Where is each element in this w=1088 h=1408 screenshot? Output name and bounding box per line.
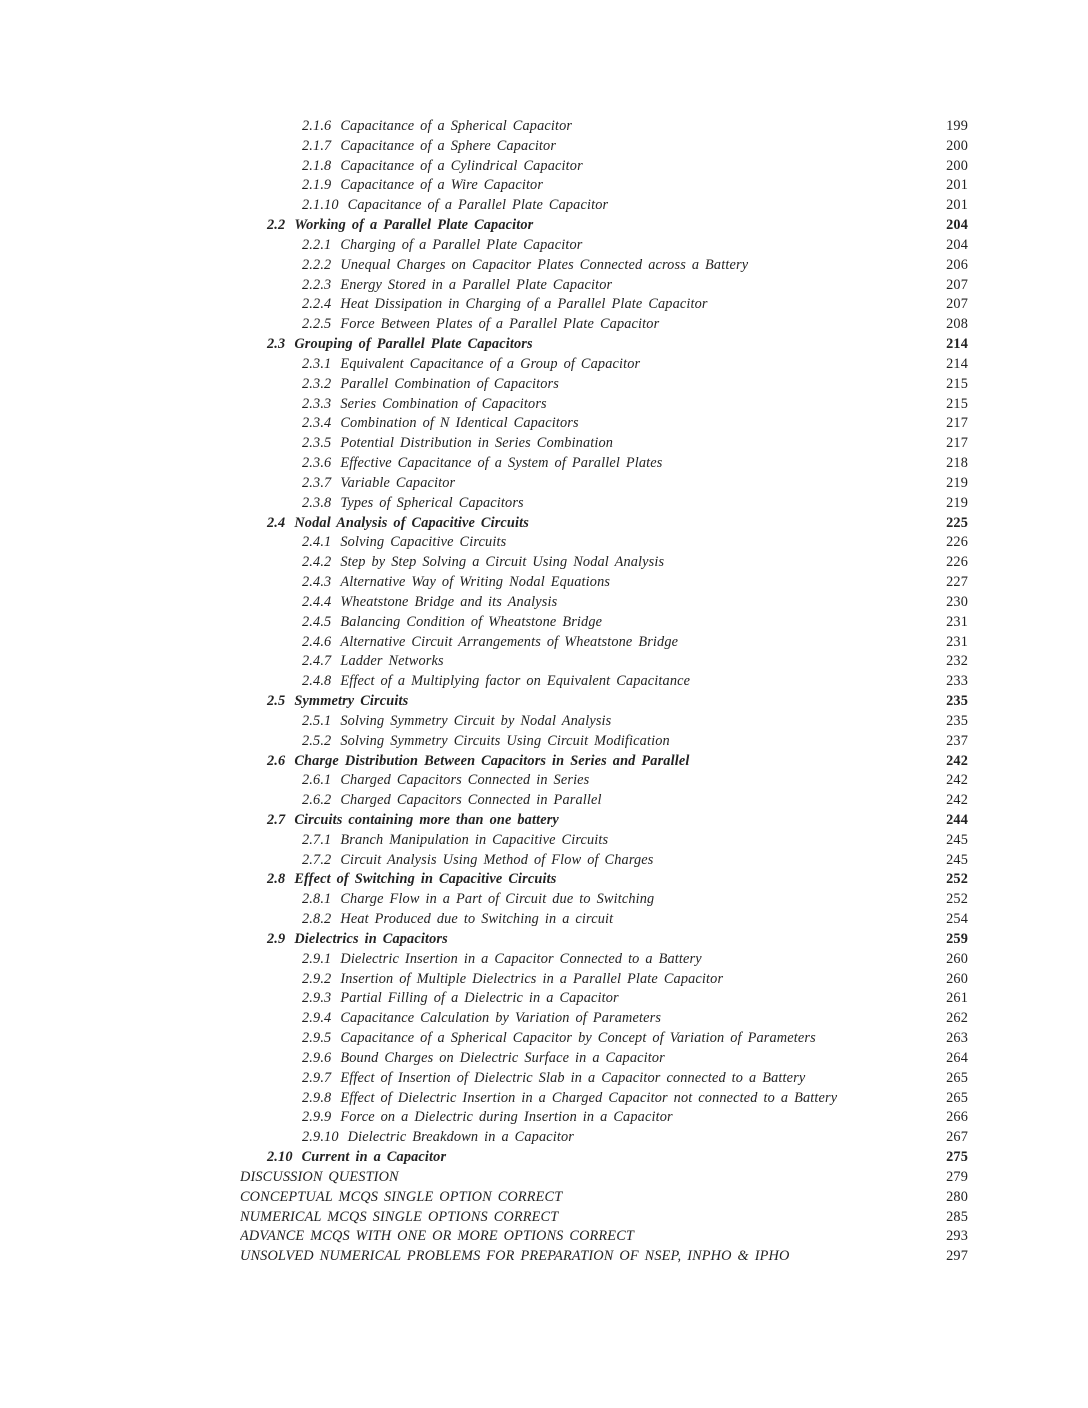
toc-entry (240, 137, 968, 157)
toc-entry-number: 2.4.7 (302, 653, 332, 670)
toc-entry-text (240, 276, 928, 296)
toc-entry-page: 265 (946, 1069, 968, 1086)
toc-entry-text (240, 1208, 928, 1228)
toc-entry-title: Working of a Parallel Plate Capacitor (294, 217, 534, 234)
toc-entry-page: 260 (946, 950, 968, 967)
toc-entry (240, 811, 968, 831)
toc-entry-page: 204 (946, 236, 968, 253)
toc-entry-page: 267 (946, 1129, 968, 1146)
toc-entry-page: 230 (946, 593, 968, 610)
toc-entry-page: 201 (946, 197, 968, 214)
toc-entry (240, 1128, 968, 1148)
toc-entry-page: 201 (946, 177, 968, 194)
toc-entry-number: 2.8.1 (302, 891, 332, 908)
toc-entry-title: Combination of N Identical Capacitors (340, 415, 579, 432)
toc-entry-number: 2.7.2 (302, 851, 332, 868)
toc-entry (240, 633, 968, 653)
toc-entry-page: 217 (946, 435, 968, 452)
toc-entry-text (240, 593, 928, 613)
toc-entry-title: Charge Distribution Between Capacitors in Series and Parallel (294, 752, 690, 769)
toc-entry (240, 434, 968, 454)
toc-entry-page: 232 (946, 653, 968, 670)
toc-entry (240, 712, 968, 732)
toc-entry (240, 692, 968, 712)
toc-entry-title: Circuit Analysis Using Method of Flow of Charges (340, 851, 654, 868)
toc-entry-title: Capacitance of a Wire Capacitor (340, 177, 544, 194)
toc-entry-title: Nodal Analysis of Capacitive Circuits (294, 514, 529, 531)
toc-entry (240, 930, 968, 950)
toc-entry-page: 264 (946, 1049, 968, 1066)
toc-entry-text (240, 930, 928, 950)
toc-entry-text (240, 533, 928, 553)
toc-entry-text (240, 117, 928, 137)
toc-entry-text (240, 633, 928, 653)
toc-entry-page: 262 (946, 1010, 968, 1027)
toc-entry-number: 2.8 (267, 871, 286, 888)
toc-entry-text (240, 831, 928, 851)
toc-entry (240, 375, 968, 395)
toc-entry-number: 2.3.6 (302, 455, 332, 472)
toc-entry-page: 214 (946, 355, 968, 372)
toc-entry-text (240, 1108, 928, 1128)
toc-entry-page: 217 (946, 415, 968, 432)
toc-entry-title: DISCUSSION QUESTION (240, 1168, 399, 1185)
toc-entry-page: 245 (946, 831, 968, 848)
toc-entry-title: Energy Stored in a Parallel Plate Capacitor (340, 276, 613, 293)
toc-entry-text (240, 494, 928, 514)
toc-entry-title: Current in a Capacitor (301, 1149, 447, 1166)
toc-entry-title: Effective Capacitance of a System of Parallel Plates (340, 455, 663, 472)
toc-entry-page: 226 (946, 554, 968, 571)
toc-entry-title: Capacitance Calculation by Variation of Parameters (340, 1010, 662, 1027)
toc-entry-text (240, 474, 928, 494)
toc-entry-text (240, 732, 928, 752)
toc-entry-number: 2.9 (267, 930, 286, 947)
toc-entry-page: 263 (946, 1030, 968, 1047)
toc-entry-page: 260 (946, 970, 968, 987)
toc-entry-page: 242 (946, 792, 968, 809)
toc-entry (240, 1009, 968, 1029)
toc-entry-number: 2.2 (267, 217, 286, 234)
toc-entry-text (240, 811, 928, 831)
toc-entry (240, 295, 968, 315)
toc-entry-text (240, 137, 928, 157)
toc-entry-page: 227 (946, 574, 968, 591)
toc-entry-number: 2.2.3 (302, 276, 332, 293)
toc-entry (240, 870, 968, 890)
toc-entry-number: 2.3.7 (302, 474, 332, 491)
toc-entry-page: 218 (946, 455, 968, 472)
toc-entry-title: Branch Manipulation in Capacitive Circuits (340, 831, 609, 848)
toc-entry-text (240, 1089, 928, 1109)
toc-entry-number: 2.4.2 (302, 554, 332, 571)
toc-entry-title: Grouping of Parallel Plate Capacitors (294, 336, 533, 353)
toc-entry-text (240, 315, 928, 335)
toc-entry (240, 1168, 968, 1188)
toc-entry (240, 514, 968, 534)
toc-entry-number: 2.3.8 (302, 494, 332, 511)
toc-entry-title: Heat Produced due to Switching in a circuit (340, 911, 614, 928)
toc-entry-number: 2.4.1 (302, 534, 332, 551)
toc-entry-title: Variable Capacitor (340, 474, 456, 491)
toc-entry-text (240, 1148, 928, 1168)
toc-entry (240, 494, 968, 514)
toc-entry-text (240, 434, 928, 454)
toc-entry-number: 2.7.1 (302, 831, 332, 848)
toc-entry-title: Force on a Dielectric during Insertion in a Capacitor (340, 1109, 673, 1126)
toc-entry-title: Heat Dissipation in Charging of a Parallel Plate Capacitor (340, 296, 708, 313)
toc-entry (240, 771, 968, 791)
toc-entry (240, 1049, 968, 1069)
toc-list (240, 117, 968, 1267)
toc-entry-title: ADVANCE MCQS WITH ONE OR MORE OPTIONS CORRECT (240, 1228, 634, 1245)
toc-entry-page: 265 (946, 1089, 968, 1106)
toc-entry-page: 200 (946, 137, 968, 154)
toc-entry-text (240, 870, 928, 890)
toc-entry-title: Charging of a Parallel Plate Capacitor (340, 236, 583, 253)
toc-entry-text (240, 752, 928, 772)
toc-entry-number: 2.3.5 (302, 435, 332, 452)
toc-entry-title: Solving Capacitive Circuits (340, 534, 507, 551)
toc-entry-page: 215 (946, 375, 968, 392)
toc-entry-text (240, 454, 928, 474)
toc-entry-title: Step by Step Solving a Circuit Using Nodal Analysis (340, 554, 665, 571)
toc-entry-title: Solving Symmetry Circuit by Nodal Analysis (340, 712, 612, 729)
toc-entry-number: 2.2.2 (302, 256, 332, 273)
toc-entry-title: Insertion of Multiple Dielectrics in a Parallel Plate Capacitor (340, 970, 724, 987)
toc-entry (240, 157, 968, 177)
toc-entry-title: Charged Capacitors Connected in Parallel (340, 792, 602, 809)
toc-entry-number: 2.3.2 (302, 375, 332, 392)
toc-entry-text (240, 890, 928, 910)
toc-entry-page: 242 (946, 752, 968, 769)
toc-entry-title: Balancing Condition of Wheatstone Bridge (340, 613, 603, 630)
toc-entry-text (240, 157, 928, 177)
toc-entry-page: 235 (946, 712, 968, 729)
toc-entry-page: 225 (946, 514, 968, 531)
toc-entry-number: 2.4.3 (302, 574, 332, 591)
toc-entry (240, 196, 968, 216)
toc-entry-title: Capacitance of a Cylindrical Capacitor (340, 157, 583, 174)
toc-entry-number: 2.9.1 (302, 950, 332, 967)
toc-entry (240, 1188, 968, 1208)
toc-entry-page: 207 (946, 296, 968, 313)
toc-entry-number: 2.8.2 (302, 911, 332, 928)
toc-entry (240, 533, 968, 553)
toc-entry-title: Circuits containing more than one battery (294, 811, 559, 828)
toc-entry-title: Effect of a Multiplying factor on Equivalent Capacitance (340, 673, 691, 690)
toc-entry-title: NUMERICAL MCQS SINGLE OPTIONS CORRECT (240, 1208, 559, 1225)
toc-entry (240, 1069, 968, 1089)
toc-entry-text (240, 295, 928, 315)
toc-entry-text (240, 1188, 928, 1208)
toc-entry-title: Partial Filling of a Dielectric in a Capacitor (340, 990, 619, 1007)
toc-entry-page: 252 (946, 871, 968, 888)
toc-entry-number: 2.3.1 (302, 355, 332, 372)
toc-entry (240, 890, 968, 910)
toc-entry (240, 474, 968, 494)
toc-entry-page: 214 (946, 336, 968, 353)
toc-entry-title: Ladder Networks (340, 653, 444, 670)
toc-entry (240, 553, 968, 573)
toc-entry (240, 672, 968, 692)
toc-entry (240, 1247, 968, 1267)
toc-entry (240, 851, 968, 871)
toc-entry-title: Potential Distribution in Series Combination (340, 435, 614, 452)
toc-entry-page: 266 (946, 1109, 968, 1126)
toc-entry-page: 231 (946, 633, 968, 650)
toc-entry (240, 454, 968, 474)
toc-entry-title: Dielectrics in Capacitors (294, 930, 448, 947)
toc-entry-page: 285 (946, 1208, 968, 1225)
toc-entry-text (240, 791, 928, 811)
toc-entry-number: 2.1.8 (302, 157, 332, 174)
toc-entry-number: 2.5.2 (302, 732, 332, 749)
toc-entry (240, 989, 968, 1009)
toc-entry-text (240, 910, 928, 930)
toc-entry-page: 200 (946, 157, 968, 174)
toc-entry-page: 199 (946, 118, 968, 134)
toc-entry (240, 1108, 968, 1128)
toc-entry-title: Charged Capacitors Connected in Series (340, 772, 590, 789)
toc-entry-text (240, 851, 928, 871)
toc-entry-page: 279 (946, 1168, 968, 1185)
toc-entry-number: 2.4.6 (302, 633, 332, 650)
toc-entry-number: 2.2.5 (302, 316, 332, 333)
toc-entry-page: 219 (946, 474, 968, 491)
toc-entry-title: Effect of Switching in Capacitive Circuits (294, 871, 557, 888)
toc-entry (240, 1089, 968, 1109)
toc-entry-text (240, 573, 928, 593)
toc-entry-number: 2.4.8 (302, 673, 332, 690)
toc-entry-page: 245 (946, 851, 968, 868)
toc-entry-page: 206 (946, 256, 968, 273)
toc-entry-page: 261 (946, 990, 968, 1007)
toc-entry-title: UNSOLVED NUMERICAL PROBLEMS FOR PREPARATION OF NSEP, INPHO & IPHO (240, 1248, 790, 1265)
toc-entry-page: 231 (946, 613, 968, 630)
toc-entry-title: Solving Symmetry Circuits Using Circuit Modification (340, 732, 670, 749)
toc-entry-text (240, 1227, 928, 1247)
toc-entry-title: Wheatstone Bridge and its Analysis (340, 593, 558, 610)
toc-entry-text (240, 712, 928, 732)
toc-entry (240, 593, 968, 613)
toc-entry-text (240, 256, 928, 276)
toc-entry-page: 254 (946, 911, 968, 928)
toc-entry-text (240, 613, 928, 633)
toc-entry (240, 335, 968, 355)
toc-entry-number: 2.9.6 (302, 1049, 332, 1066)
toc-entry-text (240, 970, 928, 990)
toc-entry (240, 236, 968, 256)
toc-entry-title: Alternative Circuit Arrangements of Wheatstone Bridge (340, 633, 679, 650)
toc-entry-title: Charge Flow in a Part of Circuit due to Switching (340, 891, 655, 908)
toc-entry-title: Unequal Charges on Capacitor Plates Connected across a Battery (340, 256, 749, 273)
toc-entry (240, 176, 968, 196)
toc-entry-page: 297 (946, 1248, 968, 1265)
toc-entry-page: 204 (946, 217, 968, 234)
toc-entry-title: Capacitance of a Spherical Capacitor by Concept of Variation of Parameters (340, 1030, 816, 1047)
toc-entry-text (240, 236, 928, 256)
toc-entry-page: 242 (946, 772, 968, 789)
toc-entry-title: Alternative Way of Writing Nodal Equations (340, 574, 611, 591)
toc-entry-number: 2.4.5 (302, 613, 332, 630)
toc-entry-text (240, 1168, 928, 1188)
toc-entry (240, 276, 968, 296)
toc-entry-number: 2.9.9 (302, 1109, 332, 1126)
toc-entry-number: 2.9.4 (302, 1010, 332, 1027)
toc-entry-page: 237 (946, 732, 968, 749)
toc-entry-text (240, 989, 928, 1009)
toc-entry-number: 2.6.1 (302, 772, 332, 789)
toc-entry-number: 2.9.8 (302, 1089, 332, 1106)
toc-entry-title: CONCEPTUAL MCQS SINGLE OPTION CORRECT (240, 1188, 563, 1205)
toc-entry (240, 216, 968, 236)
toc-entry-number: 2.4 (267, 514, 286, 531)
toc-entry-number: 2.2.1 (302, 236, 332, 253)
toc-entry-text (240, 1247, 928, 1267)
toc-entry-page: 207 (946, 276, 968, 293)
toc-entry-text (240, 414, 928, 434)
toc-entry-title: Series Combination of Capacitors (340, 395, 547, 412)
toc-entry-number: 2.1.10 (302, 197, 339, 214)
toc-entry-number: 2.9.2 (302, 970, 332, 987)
toc-entry-title: Types of Spherical Capacitors (340, 494, 524, 511)
toc-entry-text (240, 355, 928, 375)
toc-entry-page: 275 (946, 1149, 968, 1166)
toc-entry-number: 2.6 (267, 752, 286, 769)
toc-entry-number: 2.1.9 (302, 177, 332, 194)
toc-entry-number: 2.2.4 (302, 296, 332, 313)
toc-entry (240, 910, 968, 930)
toc-entry-text (240, 1069, 928, 1089)
toc-entry-text (240, 216, 928, 236)
toc-entry-number: 2.9.10 (302, 1129, 339, 1146)
toc-entry-number: 2.7 (267, 811, 286, 828)
toc-entry-text (240, 692, 928, 712)
toc-entry-text (240, 771, 928, 791)
toc-entry-text (240, 1009, 928, 1029)
toc-entry-page: 215 (946, 395, 968, 412)
toc-entry-text (240, 950, 928, 970)
toc-entry-title: Capacitance of a Sphere Capacitor (340, 137, 557, 154)
toc-entry (240, 950, 968, 970)
toc-entry-text (240, 652, 928, 672)
toc-entry-number: 2.1.7 (302, 137, 332, 154)
toc-entry (240, 256, 968, 276)
toc-entry-text (240, 672, 928, 692)
toc-entry-text (240, 1128, 928, 1148)
toc-entry-text (240, 196, 928, 216)
toc-entry (240, 414, 968, 434)
toc-entry (240, 970, 968, 990)
toc-entry (240, 613, 968, 633)
toc-entry-page: 259 (946, 930, 968, 947)
toc-entry-text (240, 553, 928, 573)
toc-entry-number: 2.5 (267, 693, 286, 710)
toc-entry-number: 2.3 (267, 336, 286, 353)
toc-entry-title: Symmetry Circuits (294, 693, 409, 710)
toc-entry (240, 752, 968, 772)
toc-entry (240, 732, 968, 752)
toc-entry-number: 2.6.2 (302, 792, 332, 809)
toc-entry (240, 1227, 968, 1247)
toc-entry-page: 280 (946, 1188, 968, 1205)
toc-entry (240, 831, 968, 851)
toc-entry-page: 226 (946, 534, 968, 551)
toc-entry-title: Bound Charges on Dielectric Surface in a Capacitor (340, 1049, 665, 1066)
toc-entry-title: Effect of Dielectric Insertion in a Charged Capacitor not connected to a Battery (340, 1089, 838, 1106)
toc-entry (240, 1148, 968, 1168)
toc-entry-title: Dielectric Breakdown in a Capacitor (347, 1129, 575, 1146)
toc-entry-title: Capacitance of a Parallel Plate Capacitor (347, 197, 609, 214)
toc-entry (240, 315, 968, 335)
toc-entry-title: Force Between Plates of a Parallel Plate Capacitor (340, 316, 660, 333)
toc-entry (240, 1208, 968, 1228)
toc-entry-number: 2.9.3 (302, 990, 332, 1007)
toc-entry-number: 2.4.4 (302, 593, 332, 610)
toc-entry (240, 395, 968, 415)
toc-entry-number: 2.3.3 (302, 395, 332, 412)
toc-entry-title: Equivalent Capacitance of a Group of Capacitor (340, 355, 641, 372)
toc-entry-title: Capacitance of a Spherical Capacitor (340, 118, 573, 134)
toc-entry-page: 252 (946, 891, 968, 908)
toc-entry-page: 219 (946, 494, 968, 511)
toc-entry-page: 235 (946, 693, 968, 710)
toc-entry-page: 208 (946, 316, 968, 333)
toc-entry-number: 2.9.7 (302, 1069, 332, 1086)
toc-entry (240, 117, 968, 137)
toc-entry (240, 1029, 968, 1049)
toc-entry-number: 2.5.1 (302, 712, 332, 729)
toc-entry-text (240, 176, 928, 196)
toc-entry-text (240, 514, 928, 534)
toc-entry (240, 791, 968, 811)
toc-entry-text (240, 1049, 928, 1069)
toc-entry-number: 2.10 (267, 1149, 293, 1166)
toc-entry-number: 2.3.4 (302, 415, 332, 432)
toc-entry-number: 2.9.5 (302, 1030, 332, 1047)
toc-entry-title: Effect of Insertion of Dielectric Slab in a Capacitor connected to a Battery (340, 1069, 806, 1086)
toc-entry (240, 355, 968, 375)
toc-entry (240, 652, 968, 672)
toc-entry-page: 293 (946, 1228, 968, 1245)
toc-entry-title: Parallel Combination of Capacitors (340, 375, 559, 392)
toc-entry-number: 2.1.6 (302, 118, 332, 134)
toc-entry-page: 244 (946, 811, 968, 828)
toc-entry-text (240, 395, 928, 415)
toc-entry-title: Dielectric Insertion in a Capacitor Connected to a Battery (340, 950, 702, 967)
toc-entry-text (240, 335, 928, 355)
toc-entry-text (240, 375, 928, 395)
toc-entry (240, 573, 968, 593)
toc-entry-page: 233 (946, 673, 968, 690)
toc-entry-text (240, 1029, 928, 1049)
